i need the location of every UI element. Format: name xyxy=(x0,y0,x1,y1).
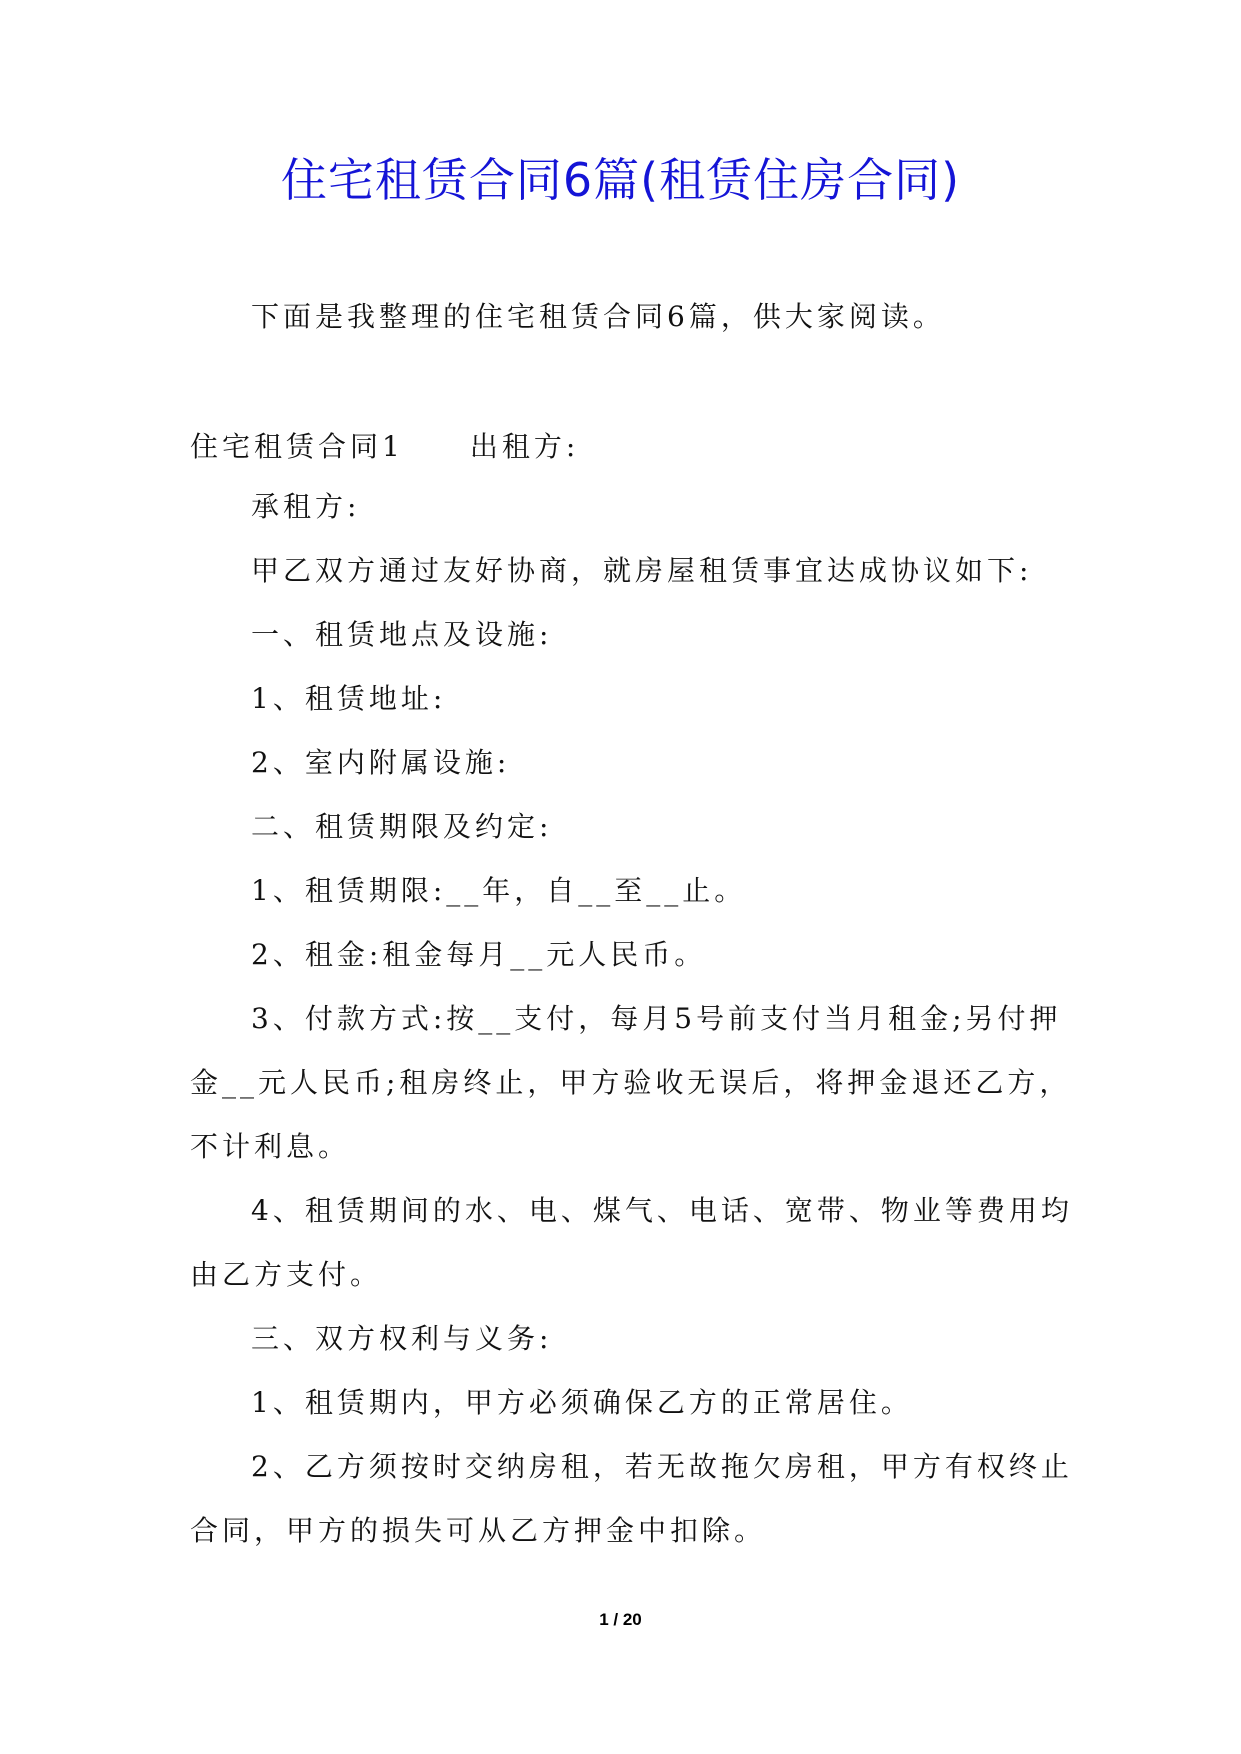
section-1-heading: 一、租赁地点及设施: xyxy=(251,618,553,651)
lessor-field: 出租方: xyxy=(469,430,580,463)
section-2-item-3-line-3: 不计利息。 xyxy=(190,1130,351,1163)
section-2-item-2: 2、租金:租金每月__元人民币。 xyxy=(251,938,707,971)
section-2-item-4-line-2: 由乙方支付。 xyxy=(190,1258,383,1291)
section-3-heading: 三、双方权利与义务: xyxy=(251,1322,553,1355)
page-number: 1 / 20 xyxy=(599,1610,642,1629)
lessee-field: 承租方: xyxy=(251,490,361,523)
section-3-item-2-line-1: 2、乙方须按时交纳房租，若无故拖欠房租，甲方有权终止 xyxy=(251,1450,1073,1483)
section-2-heading: 二、租赁期限及约定: xyxy=(251,810,553,843)
section-3-item-1: 1、租赁期内，甲方必须确保乙方的正常居住。 xyxy=(251,1386,913,1419)
section-1-item-2: 2、室内附属设施: xyxy=(251,746,511,779)
section-2-item-3-line-1: 3、付款方式:按__支付，每月5号前支付当月租金;另付押 xyxy=(251,1002,1062,1035)
section-2-item-4-line-1: 4、租赁期间的水、电、煤气、电话、宽带、物业等费用均 xyxy=(251,1194,1073,1227)
section-2-item-3-line-2: 金__元人民币;租房终止，甲方验收无误后，将押金退还乙方， xyxy=(190,1066,1072,1099)
contract-heading-row xyxy=(190,425,579,465)
document-title: 住宅租赁合同6篇(租赁住房合同) xyxy=(280,153,961,207)
agreement-intro: 甲乙双方通过友好协商，就房屋租赁事宜达成协议如下: xyxy=(251,554,1033,587)
section-1-item-1: 1、租赁地址: xyxy=(251,682,447,715)
section-2-item-1: 1、租赁期限:__年，自__至__止。 xyxy=(251,874,747,907)
section-3-item-2-line-2: 合同，甲方的损失可从乙方押金中扣除。 xyxy=(190,1514,767,1547)
section-label: 住宅租赁合同1 xyxy=(190,430,404,463)
intro-paragraph: 下面是我整理的住宅租赁合同6篇，供大家阅读。 xyxy=(251,300,945,333)
